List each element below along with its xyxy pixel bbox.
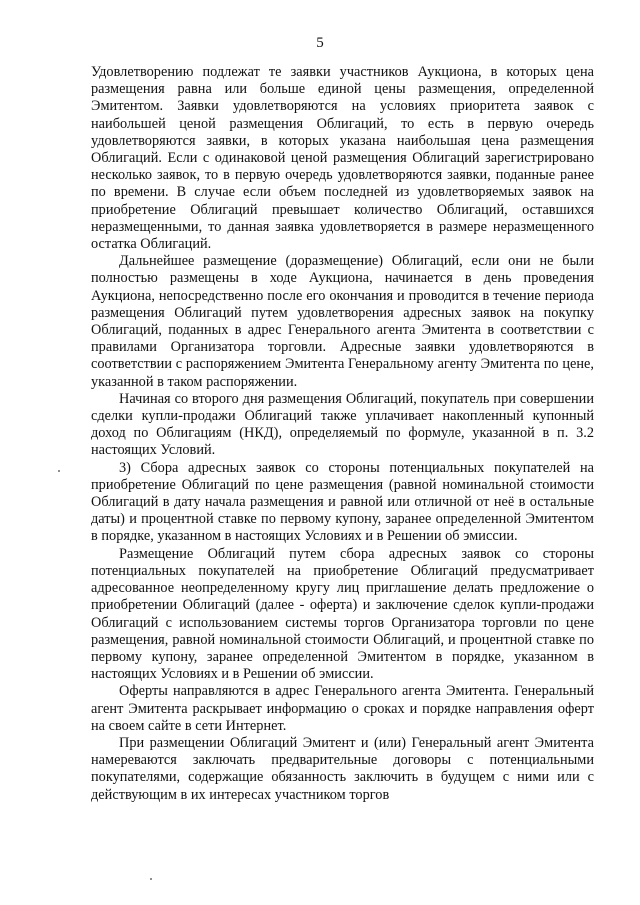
paragraph: 3) Сбора адресных заявок со стороны потенциальных покупателей на приобретение Облигаций по цене размещения (равной номинальной стоимости Облигаций в дату начала размещения и равной или отличной от неё в остальные даты) и процентной ставке по первому купону, заранее определенной Эмитентом в порядке, указанном в настоящих Условиях и в Решении об эмиссии.: [91, 459, 594, 545]
page-number: 5: [316, 35, 324, 51]
scan-speck: [150, 878, 152, 880]
paragraph: При размещении Облигаций Эмитент и (или) Генеральный агент Эмитента намереваются заключать предварительные договоры с потенциальными покупателями, содержащие обязанность заключить в будущем с ними или с действующим в их интересах участником торгов: [91, 734, 594, 803]
paragraph: Удовлетворению подлежат те заявки участников Аукциона, в которых цена размещения равна или больше единой цены размещения, определенной Эмитентом. Заявки удовлетворяются на условиях приоритета заявок с наибольшей ценой размещения Облигаций, то есть в первую очередь удовлетворяются заявки, в которых указана наибольшая цена размещения Облигаций. Если с одинаковой ценой размещения Облигаций зарегистрировано несколько заявок, то в первую очередь удовлетворяются заявки, поданные ранее по времени. В случае если объем последней из удовлетворяемых заявок на приобретение Облигаций превышает количество Облигаций, оставшихся неразмещенными, то данная заявка удовлетворяется в размере неразмещенного остатка Облигаций.: [91, 64, 594, 253]
paragraph: Дальнейшее размещение (доразмещение) Облигаций, если они не были полностью размещены в ходе Аукциона, начинается в день проведения Аукциона, непосредственно после его окончания и проводится в течение периода размещения Облигаций путем удовлетворения адресных заявок на покупку Облигаций, поданных в адрес Генерального агента Эмитента в соответствии с правилами Организатора торговли. Адресные заявки удовлетворяются в соответствии с распоряжением Эмитента Генеральному агенту Эмитента по цене, указанной в таком распоряжении.: [91, 253, 594, 390]
paragraph: Размещение Облигаций путем сбора адресных заявок со стороны потенциальных покупателей на приобретение Облигаций предусматривает адресованное неопределенному кругу лиц приглашение делать предложение о приобретении Облигаций (далее - оферта) и заключение сделок купли-продажи Облигаций с использованием системы торгов Организатора торговли по цене размещения, равной номинальной стоимости Облигаций, и процентной ставке по первому купону, заранее определенной Эмитентом в порядке, указанном в настоящих Условиях и в Решении об эмиссии.: [91, 545, 594, 683]
document-body: [91, 64, 594, 804]
paragraph: Оферты направляются в адрес Генерального агента Эмитента. Генеральный агент Эмитента раскрывает информацию о сроках и порядке направления оферт на своем сайте в сети Интернет.: [91, 683, 594, 734]
scan-speck: [58, 470, 60, 472]
paragraph: Начиная со второго дня размещения Облигаций, покупатель при совершении сделки купли-продажи Облигаций также уплачивает накопленный купонный доход по Облигациям (НКД), определяемый по формуле, указанной в п. 3.2 настоящих Условий.: [91, 390, 594, 459]
